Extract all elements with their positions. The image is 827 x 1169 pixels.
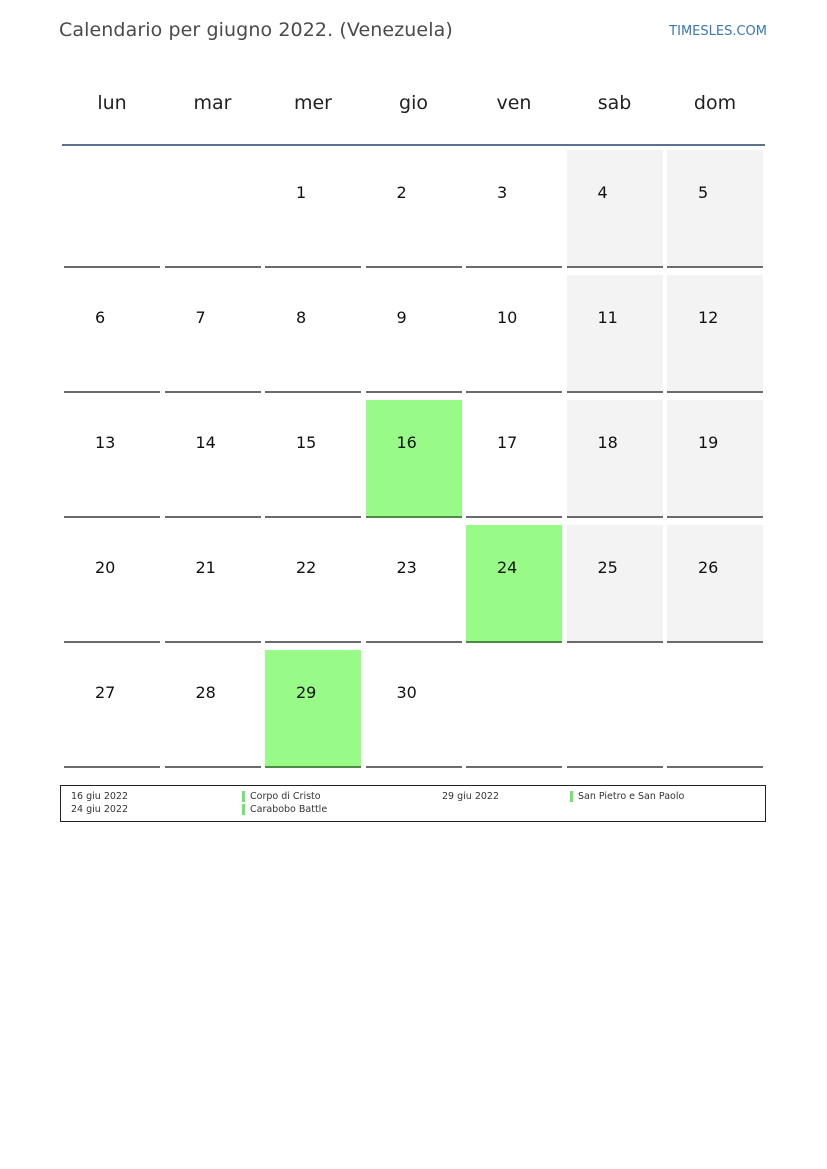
empty-day-cell [567,650,663,768]
day-number: 24 [497,558,518,577]
day-number: 19 [698,433,719,452]
legend-marker [242,804,245,815]
day-cell[interactable] [366,400,462,518]
day-number: 14 [195,433,216,452]
day-number: 3 [497,183,508,202]
day-number: 7 [195,308,206,327]
day-number: 15 [296,433,317,452]
legend-holiday-name: Corpo di Cristo [250,791,321,802]
empty-day-cell [165,150,261,268]
day-cell[interactable] [667,275,763,393]
day-number: 29 [296,683,317,702]
legend-holiday-name: San Pietro e San Paolo [578,791,685,802]
day-cell[interactable] [64,650,160,768]
day-cell[interactable] [667,525,763,643]
day-number: 6 [95,308,106,327]
day-cell[interactable] [567,525,663,643]
day-cell[interactable] [265,150,361,268]
legend-date: 24 giu 2022 [71,804,128,815]
day-cell[interactable] [466,275,562,393]
day-number: 16 [396,433,417,452]
day-cell[interactable] [64,525,160,643]
day-number: 10 [497,308,518,327]
weekday-sat: sab [597,92,632,114]
day-number: 28 [195,683,216,702]
legend-holiday-name: Carabobo Battle [250,804,328,815]
weekday-wed: mer [293,92,332,114]
day-number: 22 [296,558,317,577]
day-cell[interactable] [466,400,562,518]
day-cell[interactable] [567,400,663,518]
brand-link[interactable]: TIMESLES.COM [669,24,767,39]
day-number: 8 [296,308,307,327]
weekday-header-row [62,78,765,146]
day-number: 21 [195,558,216,577]
day-cell[interactable] [165,275,261,393]
day-cell[interactable] [366,525,462,643]
day-number: 18 [597,433,618,452]
day-number: 12 [698,308,719,327]
holiday-legend [60,785,766,822]
day-cell[interactable] [165,400,261,518]
legend-marker [570,791,573,802]
day-cell[interactable] [165,525,261,643]
day-cell[interactable] [466,150,562,268]
day-cell[interactable] [567,150,663,268]
legend-date: 16 giu 2022 [71,791,128,802]
day-number: 23 [396,558,417,577]
weekday-tue: mar [193,92,232,114]
day-number: 5 [698,183,709,202]
day-cell[interactable] [567,275,663,393]
day-cell[interactable] [64,275,160,393]
day-cell[interactable] [64,400,160,518]
day-number: 4 [597,183,608,202]
day-cell[interactable] [667,400,763,518]
day-cell[interactable] [366,150,462,268]
day-cell[interactable] [265,650,361,768]
day-number: 30 [396,683,417,702]
day-number: 26 [698,558,719,577]
day-number: 1 [296,183,307,202]
weekday-fri: ven [496,92,532,114]
day-number: 11 [597,308,618,327]
day-number: 2 [396,183,407,202]
legend-marker [242,791,245,802]
day-cell[interactable] [366,650,462,768]
empty-day-cell [667,650,763,768]
weekday-sun: dom [693,92,737,114]
empty-day-cell [64,150,160,268]
legend-date: 29 giu 2022 [442,791,499,802]
day-cell[interactable] [265,400,361,518]
weekday-mon: lun [97,92,127,114]
day-cell[interactable] [265,275,361,393]
day-number: 27 [95,683,116,702]
day-cell[interactable] [366,275,462,393]
empty-day-cell [466,650,562,768]
day-number: 17 [497,433,518,452]
weekday-thu: gio [399,92,428,114]
day-number: 13 [95,433,116,452]
day-cell[interactable] [165,650,261,768]
day-number: 20 [95,558,116,577]
day-cell[interactable] [265,525,361,643]
day-number: 9 [396,308,407,327]
page-title: Calendario per giugno 2022. (Venezuela) [59,19,453,41]
day-number: 25 [597,558,618,577]
day-cell[interactable] [466,525,562,643]
day-cell[interactable] [667,150,763,268]
